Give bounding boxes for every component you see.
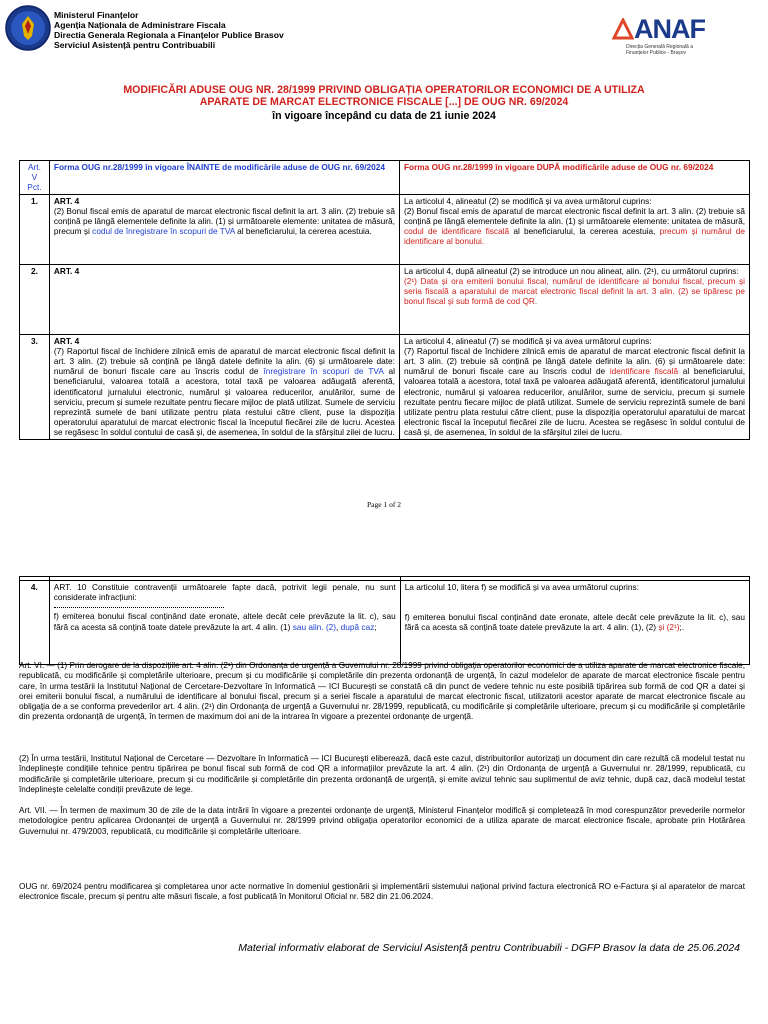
before-highlight: înregistrare în scopuri de TVA [263, 366, 384, 377]
after-text-mid: al beneficiarului, la cererea acestuia, [509, 226, 660, 237]
header-line-2: Agenția Naționala de Administrare Fiscala [54, 20, 226, 30]
document-subtitle: în vigoare începând cu data de 21 iunie 2024 [272, 110, 496, 122]
article-vi-paragraph-1: Art. VI. — (1) Prin derogare de la dispozițiile art. 4 alin. (2¹) din Ordonanța de urgență a Guvernului nr. 28/1999 privind obligația operatorilor economici de a utiliza aparate de marcat electronice fiscale, republicată, cu modificările și completările ulterioare, precum și cu modificările și completările din prezenta ordonanță de urgență, în cazul modelelor de aparate de marcat electronice fiscale pentru care, în urma testării la Institutul Național de Cercetare-Dezvoltare în Informatică — ICI București se constată că din punct de vedere tehnic nu este posibilă tipărirea sub formă de cod QR a datei și orei emiterii bonului fiscal, a numărului de identificare al bonului fiscal, precum și a seriei fiscale a aparatului de marcat electronic fiscal, utilizatorii acestor aparate de marcat electronice fiscale au obligația de a se conforma prevederilor art. 4 alin. (2¹) din Ordonanța de urgență a Guvernului nr. 28/1999, republicată, cu modificările și completările ulterioare, precum și cu modificările și completările din prezenta ordonanță de urgență, în termen de maximum doi ani de la intrarea în vigoare a prezentei ordonanțe de urgență. [19, 661, 745, 722]
after-text: f) emiterea bonului fiscal conținând date eronate, altele decât cele prevăzute la lit. c), sau fără ca acesta să conțină toate datele prevăzute la art. 4 alin. (1), (2) [404, 612, 745, 633]
before-text: (2) Bonul fiscal emis de aparatul de marcat electronic fiscal definit la art. 3 alin. (2) trebuie să conțină pe lângă elementele definite la alin. (1) și următoarele elemente: unitatea de măsură, precum și [53, 205, 395, 237]
footer-note: Material informativ elaborat de Serviciul Asistență pentru Contribuabili - DGFP Brasov la data de 25.06.2024 [238, 942, 740, 954]
anaf-logo [612, 14, 720, 68]
row-number: 3. [20, 334, 50, 439]
after-text: (2) Bonul fiscal emis de aparatul de marcat electronic fiscal definit la art. 3 alin. (2) trebuie să conțină pe lângă elementele definite la alin. (1) și următoarele elemente: unitatea de măsură, [403, 205, 745, 227]
after-highlight: identificare fiscală [609, 366, 679, 377]
after-highlight: (2¹) Data și ora emiterii bonului fiscal, numărul de identificare al bonului fiscal, precum și seria fiscală a aparatului de marcat electronic fiscal definit la art. 3 alin. (2) se tipăresc pe bonul fiscal și sub formă de cod QR. [403, 275, 745, 307]
header-line-4: Serviciul Asistență pentru Contribuabili [54, 40, 216, 50]
row-number: 4. [20, 581, 50, 665]
table-header-row [20, 161, 750, 195]
article-vii-paragraph: Art. VII. — În termen de maximum 30 de zile de la data intrării în vigoare a prezentei ordonanțe de urgență, Ministerul Finanțelor modifică și completează în mod corespunzător prevederile normelor metodologice pentru aplicarea Ordonanței de urgență a Guvernului nr. 28/1999 privind obligația operatorilor economici de a utiliza aparate de marcat electronice fiscale, aprobate prin Hotărârea Guvernului nr. 479/2003, republicată, cu modificările și completările ulterioare. [19, 806, 745, 836]
before-highlight-2: după caz [340, 621, 375, 632]
before-cell [49, 264, 399, 334]
before-text-end: al beneficiarului, valoarea totală a acestora, total taxă pe valoarea adăugată aferentă, identificatorul jurnalului electronic, numărul și valoarea reducerilor, anulărilor, sume de serviciu, precum și sumele rezultate pentru fiecare mijloc de plată utilizat. Sumele de serviciu reprezintă sumele de bani utilizate pentru plata restului către client, puse la dispoziția operatorului aparatului de marcat electronic fiscal la începutul fiecărei zile de lucru. Acestea se regăsesc în soldul contului de casă și, de asemenea, în soldul de la sfârșitul zilei de lucru. [53, 366, 395, 438]
article-heading: ART. 4 [53, 195, 80, 206]
before-text-mid: , [336, 621, 341, 632]
article-vi-paragraph-2: (2) În urma testării, Institutul Național de Cercetare — Dezvoltare în Informatică — ICI București eliberează, dacă este cazul, distribuitorilor autorizați un document din care rezultă că modelul testat nu îndeplinește condițiile tehnice pentru tipărirea pe bonul fiscal sub formă de cod QR a informațiilor prevăzute la art. 4 alin. (2¹) din Ordonanța de urgență a Guvernului nr. 28/1999, republicată, cu modificările și completările ulterioare, precum și cu modificările și completările din prezenta ordonanță de urgență, și emite avizul tehnic sau suplimentul de aviz tehnic, după caz, dacă modelul testat îndeplinește celelalte condiții prevăzute de lege. [19, 754, 745, 794]
header-after-cell: Forma OUG nr.28/1999 în vigoare DUPĂ modificările adusе de OUG nr. 69/2024 [399, 161, 749, 195]
document-title [60, 84, 708, 108]
after-cell [399, 334, 749, 439]
romania-coat-of-arms-logo [4, 2, 52, 56]
table-row [20, 334, 750, 439]
amendment-intro: La articolul 4, alineatul (2) se modifică și va avea următorul cuprins: [403, 195, 652, 206]
article-heading [54, 582, 396, 602]
comparison-table [19, 160, 750, 440]
after-cell [400, 581, 749, 665]
article-heading: ART. 4 [53, 335, 80, 346]
before-highlight: codul de înregistrare în scopuri de TVA [92, 226, 235, 237]
table-row [20, 194, 750, 264]
comparison-table-continued [19, 576, 750, 665]
article-heading: ART. 4 [53, 265, 80, 276]
dotted-separator [54, 602, 224, 608]
before-text-end: al beneficiarului, la cererea acestuia. [234, 226, 372, 237]
before-text: (7) Raportul fiscal de închidere zilnică emis de aparatul de marcat electronic fiscal definit la art. 3 alin. (2) trebuie să conțină pe lângă datele definite la alin. (6) și următoarele date: numărul de bonuri fiscale care au înscris codul de [53, 345, 395, 377]
institution-header [54, 10, 284, 50]
after-text-end: ;. [679, 622, 685, 633]
title-line-2: APARATE DE MARCAT ELECTRONICE FISCALE [...] DE OUG NR. 69/2024 [199, 96, 569, 108]
anaf-mark-icon [612, 18, 634, 40]
after-cell [399, 194, 749, 264]
header-line-1: Ministerul Finanțelor [54, 10, 139, 20]
before-highlight-1: sau alin. (2) [292, 621, 337, 632]
before-text-end: ; [374, 621, 377, 632]
after-highlight-2: precum și numărul de identificare al bonului. [403, 226, 745, 247]
before-text: f) emiterea bonului fiscal conținând date eronate, altele decât cele prevăzute la lit. c), sau fără ca acesta să conțină toate datele prevăzute la art. 4 alin. (1) [53, 611, 396, 632]
before-cell [49, 581, 400, 665]
header-line-3: Directia Generala Regionala a Finanțelor Publice Brasov [54, 30, 284, 40]
header-num-cell: Art. V Pct. [20, 161, 50, 195]
oug-publication-note: OUG nr. 69/2024 pentru modificarea și completarea unor acte normative în domeniul gestionării și implementării sistemului național privind factura electronică RO e-Factura și al aparatelor de marcat electronice fiscale, precum și pentru alte măsuri fiscale, a fost publicată în Monitorul Oficial nr. 582 din 21.06.2024. [19, 882, 745, 902]
after-highlight-1: codul de identificare fiscală [403, 226, 510, 237]
table-row [20, 581, 750, 665]
table-row [20, 264, 750, 334]
page-number: Page 1 of 2 [367, 500, 401, 509]
amendment-intro: La articolul 4, alineatul (7) se modifică și va avea următorul cuprins: [403, 335, 652, 346]
article-heading-text: ART. 10 Constituie contravenții următoarele fapte dacă, potrivit legii penale, nu sunt considerate infracțiuni: [53, 582, 396, 603]
header-before-cell: Forma OUG nr.28/1999 în vigoare ÎNAINTE de modificările adusе de OUG nr. 69/2024 [49, 161, 399, 195]
row-number: 1. [20, 194, 50, 264]
after-cell [399, 264, 749, 334]
amendment-intro: La articolul 10, litera f) se modifică și va avea următorul cuprins: [404, 582, 639, 592]
after-text-end: al beneficiarului, valoarea totală a acestora, total taxă pe valoarea adăugată aferentă, identificatorul jurnalului electronic, numărul și valoarea reducerilor, anulărilor, sume de serviciu, precum și sumele rezultate pentru fiecare mijloc de plată utilizat. Sumele de serviciu reprezintă sumele de bani utilizate pentru plata restului către client, puse la dispoziția operatorului aparatului de marcat electronic fiscal la începutul fiecărei zile de lucru. Acestea se regăsesc în soldul contului de casă și, de asemenea, în soldul de la sfârșitul zilei de lucru. [403, 366, 746, 438]
before-cell [49, 194, 399, 264]
amendment-intro: La articolul 4, după alineatul (2) se introduce un nou alineat, alin. (2¹), cu următorul cuprins: [403, 265, 739, 276]
after-highlight: și (2¹) [658, 622, 680, 633]
anaf-logo-subtitle: Direcția Generală Regională a Finanțelor Publice - Brașov [626, 44, 693, 56]
row-number: 2. [20, 264, 50, 334]
title-line-1: MODIFICĂRI ADUSE OUG NR. 28/1999 PRIVIND OBLIGAȚIA OPERATORILOR ECONOMICI DE A UTILIZA [123, 84, 645, 96]
anaf-logo-text: ANAF [634, 14, 705, 44]
before-cell [49, 334, 399, 439]
after-text: (7) Raportul fiscal de închidere zilnică emis de aparatul de marcat electronic fiscal definit la art. 3 alin. (2) trebuie să conțină pe lângă datele definite la alin. (6) și următoarele date: numărul de bonuri fiscale care au înscris codul de [403, 345, 745, 377]
